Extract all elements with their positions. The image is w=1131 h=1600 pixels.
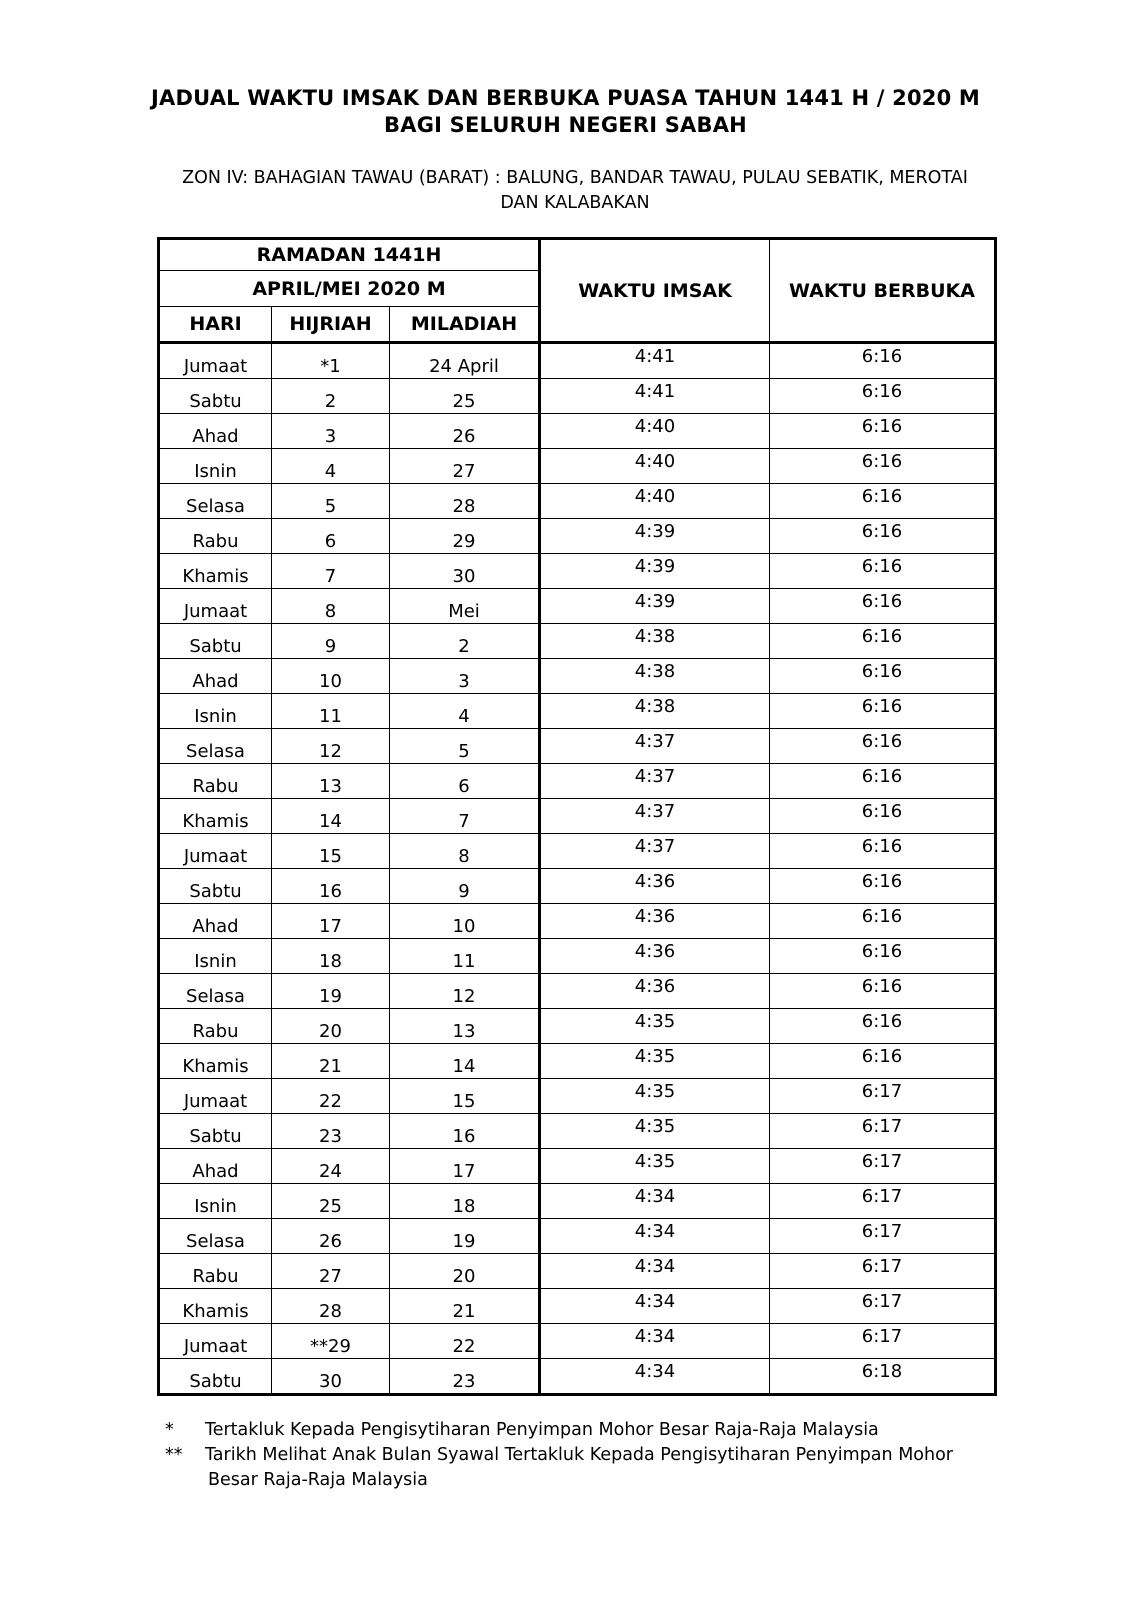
- berbuka-cell: 6:16: [770, 659, 996, 694]
- table-row: [159, 799, 996, 834]
- berbuka-cell: 6:16: [770, 764, 996, 799]
- hijriah-cell: 15: [272, 834, 390, 869]
- table-row: [159, 729, 996, 764]
- table-row: [159, 1149, 996, 1184]
- imsak-cell: 4:35: [540, 1149, 770, 1184]
- table-row: [159, 1219, 996, 1254]
- hari-cell: Rabu: [159, 1009, 272, 1044]
- hari-cell: Ahad: [159, 904, 272, 939]
- miladiah-cell: 5: [390, 729, 540, 764]
- hijriah-cell: 7: [272, 554, 390, 589]
- berbuka-cell: 6:18: [770, 1359, 996, 1395]
- schedule-table-header: [159, 239, 996, 343]
- berbuka-cell: 6:16: [770, 589, 996, 624]
- imsak-cell: 4:37: [540, 729, 770, 764]
- table-row: [159, 1079, 996, 1114]
- table-row: [159, 484, 996, 519]
- hari-cell: Rabu: [159, 764, 272, 799]
- berbuka-cell: 6:16: [770, 799, 996, 834]
- footnote-2-text: Tarikh Melihat Anak Bulan Syawal Tertakluk Kepada Pengisytiharan Penyimpan Mohor: [205, 1445, 953, 1465]
- miladiah-cell: 30: [390, 554, 540, 589]
- berbuka-cell: 6:16: [770, 1044, 996, 1079]
- hari-cell: Jumaat: [159, 834, 272, 869]
- berbuka-cell: 6:17: [770, 1324, 996, 1359]
- table-row: [159, 764, 996, 799]
- table-row: [159, 694, 996, 729]
- hari-cell: Khamis: [159, 1289, 272, 1324]
- berbuka-cell: 6:17: [770, 1149, 996, 1184]
- hijriah-cell: 10: [272, 659, 390, 694]
- table-row: [159, 974, 996, 1009]
- imsak-cell: 4:34: [540, 1184, 770, 1219]
- hari-cell: Selasa: [159, 484, 272, 519]
- table-row: [159, 343, 996, 379]
- hijriah-cell: 23: [272, 1114, 390, 1149]
- table-row: [159, 1289, 996, 1324]
- berbuka-cell: 6:17: [770, 1289, 996, 1324]
- hijriah-cell: 18: [272, 939, 390, 974]
- table-row: [159, 1044, 996, 1079]
- hijriah-cell: **29: [272, 1324, 390, 1359]
- berbuka-cell: 6:16: [770, 519, 996, 554]
- hijriah-cell: 14: [272, 799, 390, 834]
- miladiah-cell: 13: [390, 1009, 540, 1044]
- imsak-cell: 4:36: [540, 904, 770, 939]
- berbuka-cell: 6:17: [770, 1219, 996, 1254]
- imsak-cell: 4:41: [540, 379, 770, 414]
- hari-cell: Sabtu: [159, 869, 272, 904]
- hijriah-cell: 24: [272, 1149, 390, 1184]
- hari-cell: Isnin: [159, 939, 272, 974]
- imsak-cell: 4:38: [540, 624, 770, 659]
- schedule-table: [157, 237, 997, 1396]
- hijriah-cell: 8: [272, 589, 390, 624]
- table-row: [159, 414, 996, 449]
- hari-cell: Jumaat: [159, 343, 272, 379]
- hari-cell: Jumaat: [159, 1079, 272, 1114]
- imsak-cell: 4:34: [540, 1219, 770, 1254]
- hijriah-cell: 19: [272, 974, 390, 1009]
- hijriah-cell: 25: [272, 1184, 390, 1219]
- imsak-cell: 4:40: [540, 449, 770, 484]
- footnote-2: [165, 1443, 953, 1468]
- imsak-cell: 4:40: [540, 414, 770, 449]
- berbuka-cell: 6:16: [770, 974, 996, 1009]
- miladiah-cell: Mei: [390, 589, 540, 624]
- miladiah-cell: 27: [390, 449, 540, 484]
- hari-cell: Khamis: [159, 799, 272, 834]
- hari-cell: Sabtu: [159, 624, 272, 659]
- hijriah-column-header: HIJRIAH: [272, 307, 390, 343]
- table-row: [159, 869, 996, 904]
- footnote-2-mark: **: [165, 1445, 183, 1465]
- table-row: [159, 519, 996, 554]
- table-row: [159, 1009, 996, 1044]
- miladiah-cell: 25: [390, 379, 540, 414]
- miladiah-cell: 3: [390, 659, 540, 694]
- berbuka-cell: 6:17: [770, 1184, 996, 1219]
- miladiah-cell: 15: [390, 1079, 540, 1114]
- hari-cell: Rabu: [159, 1254, 272, 1289]
- miladiah-cell: 26: [390, 414, 540, 449]
- berbuka-cell: 6:16: [770, 379, 996, 414]
- hari-cell: Selasa: [159, 974, 272, 1009]
- miladiah-cell: 18: [390, 1184, 540, 1219]
- hijriah-cell: 26: [272, 1219, 390, 1254]
- imsak-cell: 4:37: [540, 764, 770, 799]
- miladiah-cell: 7: [390, 799, 540, 834]
- berbuka-cell: 6:16: [770, 414, 996, 449]
- table-row: [159, 1324, 996, 1359]
- zone-line-2: DAN KALABAKAN: [500, 193, 650, 213]
- hijriah-cell: 22: [272, 1079, 390, 1114]
- hari-cell: Sabtu: [159, 1359, 272, 1395]
- zone-line-1: ZON IV: BAHAGIAN TAWAU (BARAT) : BALUNG, BANDAR TAWAU, PULAU SEBATIK, MEROTAI: [182, 168, 968, 188]
- berbuka-cell: 6:16: [770, 343, 996, 379]
- ramadan-group-header: RAMADAN 1441H: [159, 239, 540, 271]
- table-row: [159, 904, 996, 939]
- hijriah-cell: 17: [272, 904, 390, 939]
- imsak-cell: 4:35: [540, 1044, 770, 1079]
- hari-cell: Ahad: [159, 1149, 272, 1184]
- berbuka-cell: 6:16: [770, 484, 996, 519]
- berbuka-cell: 6:16: [770, 904, 996, 939]
- hijriah-cell: 9: [272, 624, 390, 659]
- footnote-1-mark: *: [165, 1420, 174, 1440]
- miladiah-cell: 14: [390, 1044, 540, 1079]
- hari-cell: Sabtu: [159, 1114, 272, 1149]
- hari-cell: Isnin: [159, 1184, 272, 1219]
- imsak-cell: 4:34: [540, 1324, 770, 1359]
- berbuka-cell: 6:16: [770, 694, 996, 729]
- miladiah-cell: 10: [390, 904, 540, 939]
- berbuka-cell: 6:16: [770, 1009, 996, 1044]
- hari-cell: Selasa: [159, 1219, 272, 1254]
- imsak-cell: 4:39: [540, 554, 770, 589]
- hijriah-cell: *1: [272, 343, 390, 379]
- table-row: [159, 1254, 996, 1289]
- hijriah-cell: 5: [272, 484, 390, 519]
- imsak-cell: 4:34: [540, 1254, 770, 1289]
- hari-cell: Khamis: [159, 554, 272, 589]
- hijriah-cell: 4: [272, 449, 390, 484]
- berbuka-column-header: WAKTU BERBUKA: [770, 239, 996, 343]
- berbuka-cell: 6:17: [770, 1114, 996, 1149]
- berbuka-cell: 6:16: [770, 449, 996, 484]
- imsak-cell: 4:36: [540, 974, 770, 1009]
- miladiah-cell: 19: [390, 1219, 540, 1254]
- miladiah-cell: 17: [390, 1149, 540, 1184]
- imsak-cell: 4:34: [540, 1359, 770, 1395]
- hari-cell: Jumaat: [159, 589, 272, 624]
- table-row: [159, 1184, 996, 1219]
- miladiah-cell: 8: [390, 834, 540, 869]
- zone-description: [120, 166, 1030, 216]
- hijriah-cell: 12: [272, 729, 390, 764]
- miladiah-column-header: MILADIAH: [390, 307, 540, 343]
- hari-cell: Isnin: [159, 449, 272, 484]
- imsak-column-header: WAKTU IMSAK: [540, 239, 770, 343]
- berbuka-cell: 6:16: [770, 939, 996, 974]
- imsak-cell: 4:35: [540, 1114, 770, 1149]
- miladiah-cell: 2: [390, 624, 540, 659]
- hijriah-cell: 30: [272, 1359, 390, 1395]
- hari-cell: Sabtu: [159, 379, 272, 414]
- table-row: [159, 939, 996, 974]
- imsak-cell: 4:37: [540, 834, 770, 869]
- hari-cell: Jumaat: [159, 1324, 272, 1359]
- hari-cell: Ahad: [159, 414, 272, 449]
- table-row: [159, 379, 996, 414]
- miladiah-cell: 21: [390, 1289, 540, 1324]
- footnote-1-text: Tertakluk Kepada Pengisytiharan Penyimpan Mohor Besar Raja-Raja Malaysia: [205, 1420, 879, 1440]
- imsak-cell: 4:39: [540, 519, 770, 554]
- imsak-cell: 4:36: [540, 939, 770, 974]
- hijriah-cell: 28: [272, 1289, 390, 1324]
- hari-cell: Selasa: [159, 729, 272, 764]
- hijriah-cell: 13: [272, 764, 390, 799]
- schedule-table-body: [159, 343, 996, 1395]
- document-title: JADUAL WAKTU IMSAK DAN BERBUKA PUASA TAHUN 1441 H / 2020 M: [150, 86, 981, 110]
- imsak-cell: 4:35: [540, 1079, 770, 1114]
- hari-column-header: HARI: [159, 307, 272, 343]
- miladiah-cell: 16: [390, 1114, 540, 1149]
- imsak-cell: 4:38: [540, 659, 770, 694]
- table-row: [159, 1359, 996, 1395]
- miladiah-cell: 20: [390, 1254, 540, 1289]
- hijriah-cell: 3: [272, 414, 390, 449]
- miladiah-cell: 9: [390, 869, 540, 904]
- document-subtitle: BAGI SELURUH NEGERI SABAH: [384, 113, 747, 137]
- imsak-cell: 4:39: [540, 589, 770, 624]
- berbuka-cell: 6:16: [770, 554, 996, 589]
- hijriah-cell: 6: [272, 519, 390, 554]
- imsak-cell: 4:38: [540, 694, 770, 729]
- hijriah-cell: 2: [272, 379, 390, 414]
- hijriah-cell: 16: [272, 869, 390, 904]
- berbuka-cell: 6:16: [770, 869, 996, 904]
- imsak-cell: 4:35: [540, 1009, 770, 1044]
- table-row: [159, 449, 996, 484]
- miladiah-cell: 24 April: [390, 343, 540, 379]
- miladiah-cell: 28: [390, 484, 540, 519]
- miladiah-cell: 11: [390, 939, 540, 974]
- berbuka-cell: 6:16: [770, 834, 996, 869]
- miladiah-cell: 12: [390, 974, 540, 1009]
- imsak-cell: 4:40: [540, 484, 770, 519]
- hijriah-cell: 27: [272, 1254, 390, 1289]
- berbuka-cell: 6:16: [770, 624, 996, 659]
- miladiah-cell: 6: [390, 764, 540, 799]
- miladiah-cell: 4: [390, 694, 540, 729]
- table-row: [159, 1114, 996, 1149]
- hijriah-cell: 20: [272, 1009, 390, 1044]
- table-row: [159, 589, 996, 624]
- miladiah-cell: 29: [390, 519, 540, 554]
- imsak-cell: 4:34: [540, 1289, 770, 1324]
- footnote-2-continuation: Besar Raja-Raja Malaysia: [208, 1470, 428, 1490]
- imsak-cell: 4:37: [540, 799, 770, 834]
- miladiah-cell: 23: [390, 1359, 540, 1395]
- footnote-1: [165, 1418, 953, 1443]
- imsak-cell: 4:41: [540, 343, 770, 379]
- berbuka-cell: 6:17: [770, 1254, 996, 1289]
- hari-cell: Isnin: [159, 694, 272, 729]
- hari-cell: Rabu: [159, 519, 272, 554]
- table-row: [159, 554, 996, 589]
- table-row: [159, 624, 996, 659]
- imsak-cell: 4:36: [540, 869, 770, 904]
- miladiah-cell: 22: [390, 1324, 540, 1359]
- berbuka-cell: 6:16: [770, 729, 996, 764]
- table-row: [159, 834, 996, 869]
- footnotes: [165, 1418, 953, 1493]
- berbuka-cell: 6:17: [770, 1079, 996, 1114]
- table-row: [159, 659, 996, 694]
- hari-cell: Ahad: [159, 659, 272, 694]
- hijriah-cell: 11: [272, 694, 390, 729]
- month-group-header: APRIL/MEI 2020 M: [159, 271, 540, 307]
- hari-cell: Khamis: [159, 1044, 272, 1079]
- hijriah-cell: 21: [272, 1044, 390, 1079]
